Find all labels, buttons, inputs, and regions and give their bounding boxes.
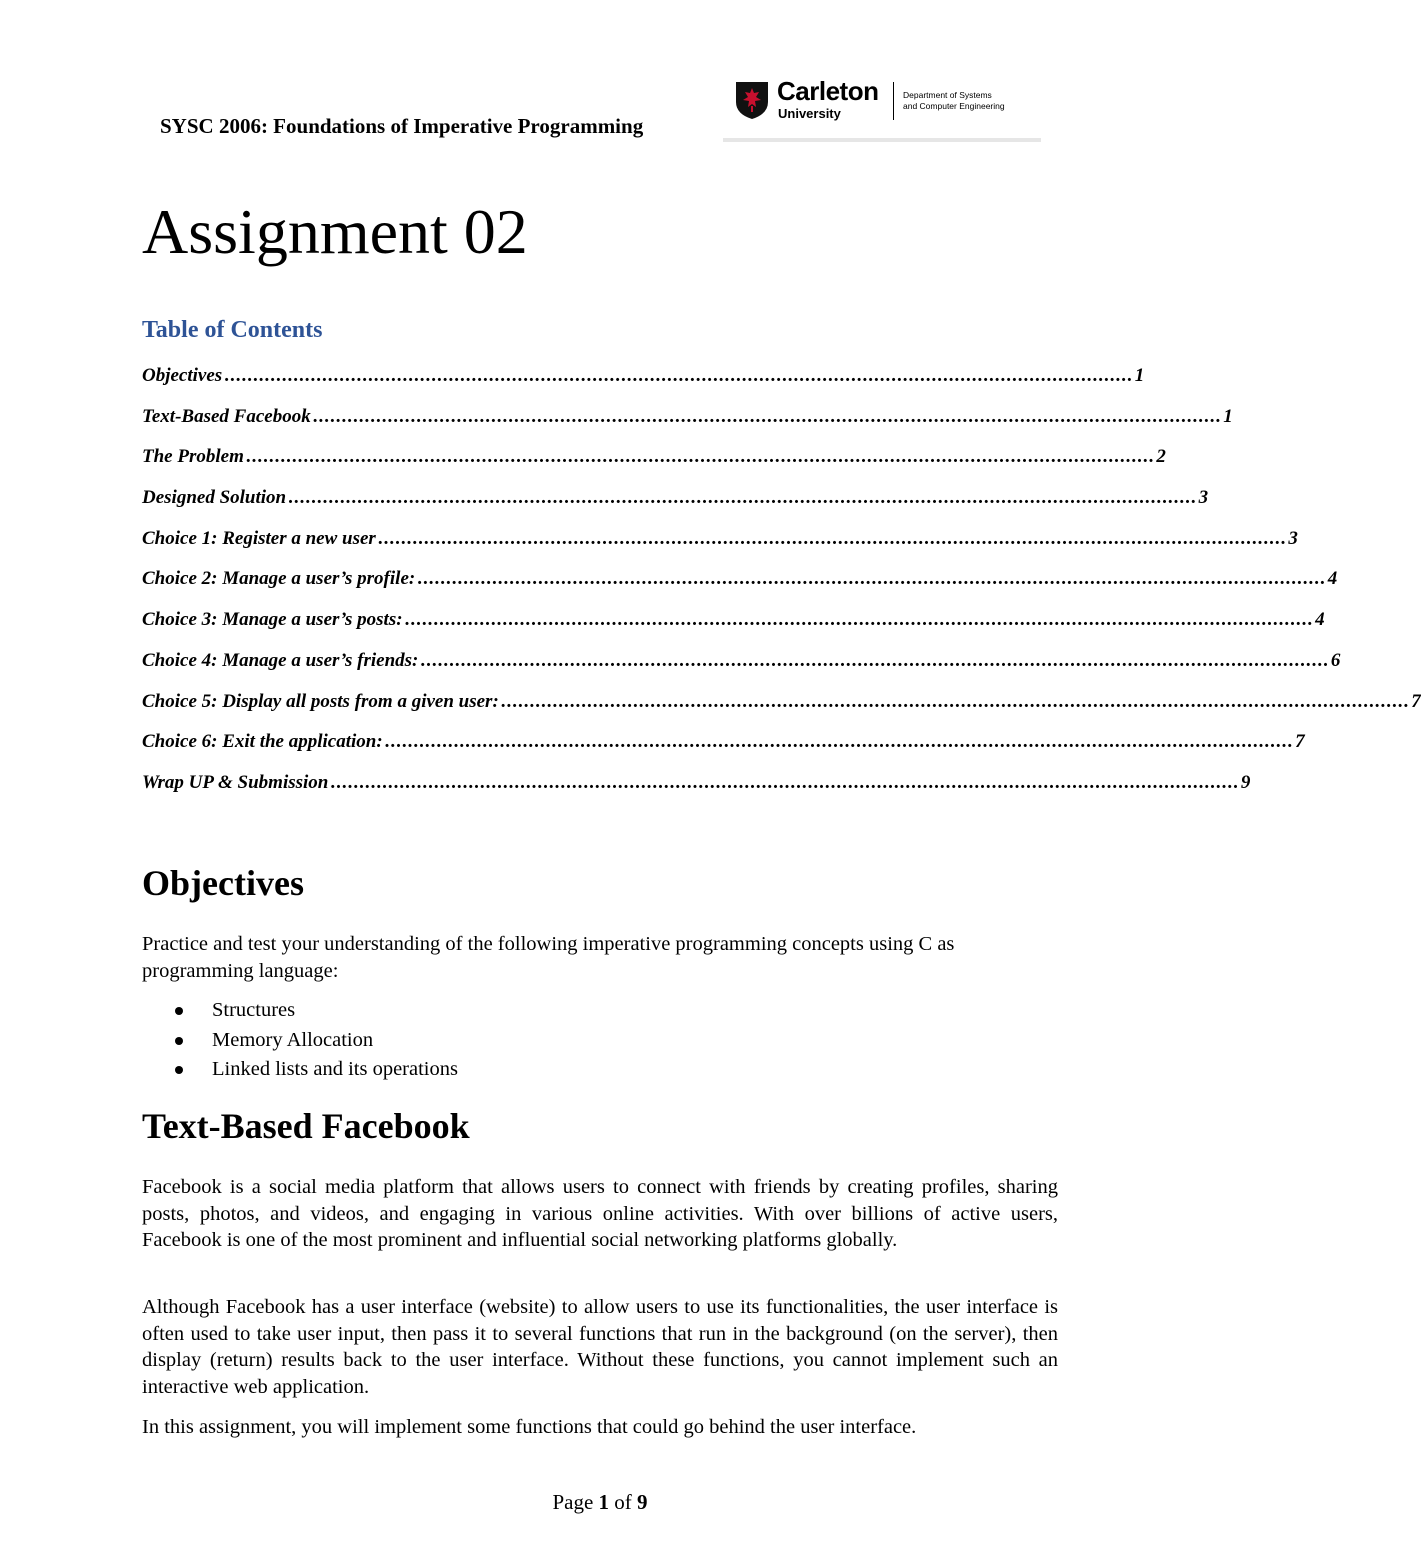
table-of-contents bbox=[142, 365, 1421, 813]
toc-entry-page: 3 bbox=[1288, 527, 1298, 549]
objectives-intro: Practice and test your understanding of the following imperative programming concepts using C as programming language: bbox=[142, 933, 955, 982]
toc-leader-dots: .............................................................................................................................................................. bbox=[420, 649, 1329, 671]
list-item-text: Structures bbox=[212, 999, 296, 1021]
toc-leader-dots: .............................................................................................................................................................. bbox=[500, 690, 1410, 712]
logo-university: University bbox=[778, 106, 841, 121]
toc-entry-page: 7 bbox=[1411, 690, 1421, 712]
toc-entry[interactable] bbox=[142, 365, 1145, 406]
toc-entry-label: Objectives bbox=[142, 365, 223, 386]
document-title: Assignment 02 bbox=[142, 196, 528, 267]
toc-entry-page: 2 bbox=[1156, 446, 1166, 468]
toc-entry[interactable] bbox=[142, 527, 1298, 569]
university-logo bbox=[723, 72, 1041, 142]
page-footer bbox=[0, 1490, 1200, 1515]
toc-heading: Table of Contents bbox=[142, 317, 323, 343]
toc-entry[interactable] bbox=[142, 568, 1338, 609]
logo-divider bbox=[893, 82, 894, 120]
list-item bbox=[172, 1055, 458, 1085]
toc-entry[interactable] bbox=[142, 690, 1421, 732]
toc-entry-page: 4 bbox=[1327, 568, 1338, 590]
toc-entry[interactable] bbox=[142, 446, 1166, 487]
toc-entry[interactable] bbox=[142, 487, 1209, 528]
toc-leader-dots: .............................................................................................................................................................. bbox=[288, 487, 1197, 509]
facebook-paragraph-2: Although Facebook has a user interface (website) to allow users to use its functionalities, the user interface is often used to take user input, then pass it to several functions that run in the background (on the server), then display (return) results back to the user interface. Without these functions, you cannot implement such an interactive web application. bbox=[142, 1296, 1058, 1398]
toc-entry[interactable] bbox=[142, 609, 1325, 650]
toc-leader-dots: .............................................................................................................................................................. bbox=[245, 446, 1155, 468]
carleton-shield-icon bbox=[735, 80, 769, 120]
list-item-text: Linked lists and its operations bbox=[212, 1058, 458, 1080]
toc-leader-dots: .............................................................................................................................................................. bbox=[224, 365, 1133, 386]
bullet-icon bbox=[175, 1066, 183, 1074]
logo-department-line1: Department of Systems bbox=[903, 90, 992, 100]
toc-leader-dots: .............................................................................................................................................................. bbox=[417, 568, 1326, 590]
footer-total-pages: 9 bbox=[637, 1490, 648, 1514]
logo-department-line2: and Computer Engineering bbox=[903, 101, 1005, 111]
list-item-text: Memory Allocation bbox=[212, 1028, 374, 1051]
list-item bbox=[172, 996, 458, 1026]
toc-entry[interactable] bbox=[142, 731, 1305, 772]
text-based-facebook-heading: Text-Based Facebook bbox=[142, 1106, 470, 1146]
objectives-list bbox=[172, 996, 458, 1085]
toc-entry-page: 1 bbox=[1134, 365, 1145, 386]
toc-entry-label: Choice 3: Manage a user’s posts: bbox=[142, 609, 403, 631]
facebook-paragraph-1: Facebook is a social media platform that allows users to connect with friends by creating profiles, sharing posts, photos, and videos, and engaging in various online activities. With over billions of active users, Facebook is one of the most prominent and influential social networking platforms globally. bbox=[142, 1176, 1058, 1251]
toc-entry[interactable] bbox=[142, 771, 1251, 813]
logo-department bbox=[903, 90, 1033, 112]
logo-name: Carleton bbox=[777, 76, 879, 106]
toc-entry-label: Choice 1: Register a new user bbox=[142, 527, 376, 549]
toc-entry[interactable] bbox=[142, 649, 1341, 691]
toc-entry-label: Choice 5: Display all posts from a given user: bbox=[142, 690, 499, 712]
toc-entry-page: 3 bbox=[1198, 487, 1209, 509]
toc-entry-page: 6 bbox=[1330, 649, 1341, 671]
bullet-icon bbox=[175, 1007, 183, 1015]
toc-entry[interactable] bbox=[142, 405, 1233, 447]
toc-entry-label: The Problem bbox=[142, 446, 244, 468]
toc-entry-label: Choice 2: Manage a user’s profile: bbox=[142, 568, 416, 590]
toc-entry-page: 4 bbox=[1315, 609, 1325, 631]
toc-leader-dots: .............................................................................................................................................................. bbox=[312, 405, 1222, 427]
footer-page-word: Page bbox=[552, 1490, 594, 1514]
toc-entry-page: 1 bbox=[1223, 405, 1233, 427]
footer-of-word: of bbox=[614, 1490, 632, 1514]
toc-entry-label: Text-Based Facebook bbox=[142, 405, 311, 427]
toc-leader-dots: .............................................................................................................................................................. bbox=[330, 771, 1239, 793]
toc-entry-label: Wrap UP & Submission bbox=[142, 771, 329, 793]
toc-leader-dots: .............................................................................................................................................................. bbox=[377, 527, 1287, 549]
bullet-icon bbox=[175, 1037, 183, 1045]
toc-leader-dots: .............................................................................................................................................................. bbox=[404, 609, 1314, 631]
footer-current-page: 1 bbox=[598, 1490, 610, 1514]
toc-entry-label: Choice 4: Manage a user’s friends: bbox=[142, 649, 419, 671]
objectives-heading: Objectives bbox=[142, 863, 304, 903]
list-item bbox=[172, 1026, 458, 1056]
toc-entry-page: 7 bbox=[1295, 731, 1305, 753]
facebook-paragraph-3: In this assignment, you will implement some functions that could go behind the user interface. bbox=[142, 1416, 917, 1438]
toc-leader-dots: .............................................................................................................................................................. bbox=[384, 731, 1294, 753]
toc-entry-label: Designed Solution bbox=[142, 487, 287, 509]
toc-entry-label: Choice 6: Exit the application: bbox=[142, 731, 383, 753]
toc-entry-page: 9 bbox=[1240, 771, 1251, 793]
course-title: SYSC 2006: Foundations of Imperative Programming bbox=[160, 114, 644, 138]
